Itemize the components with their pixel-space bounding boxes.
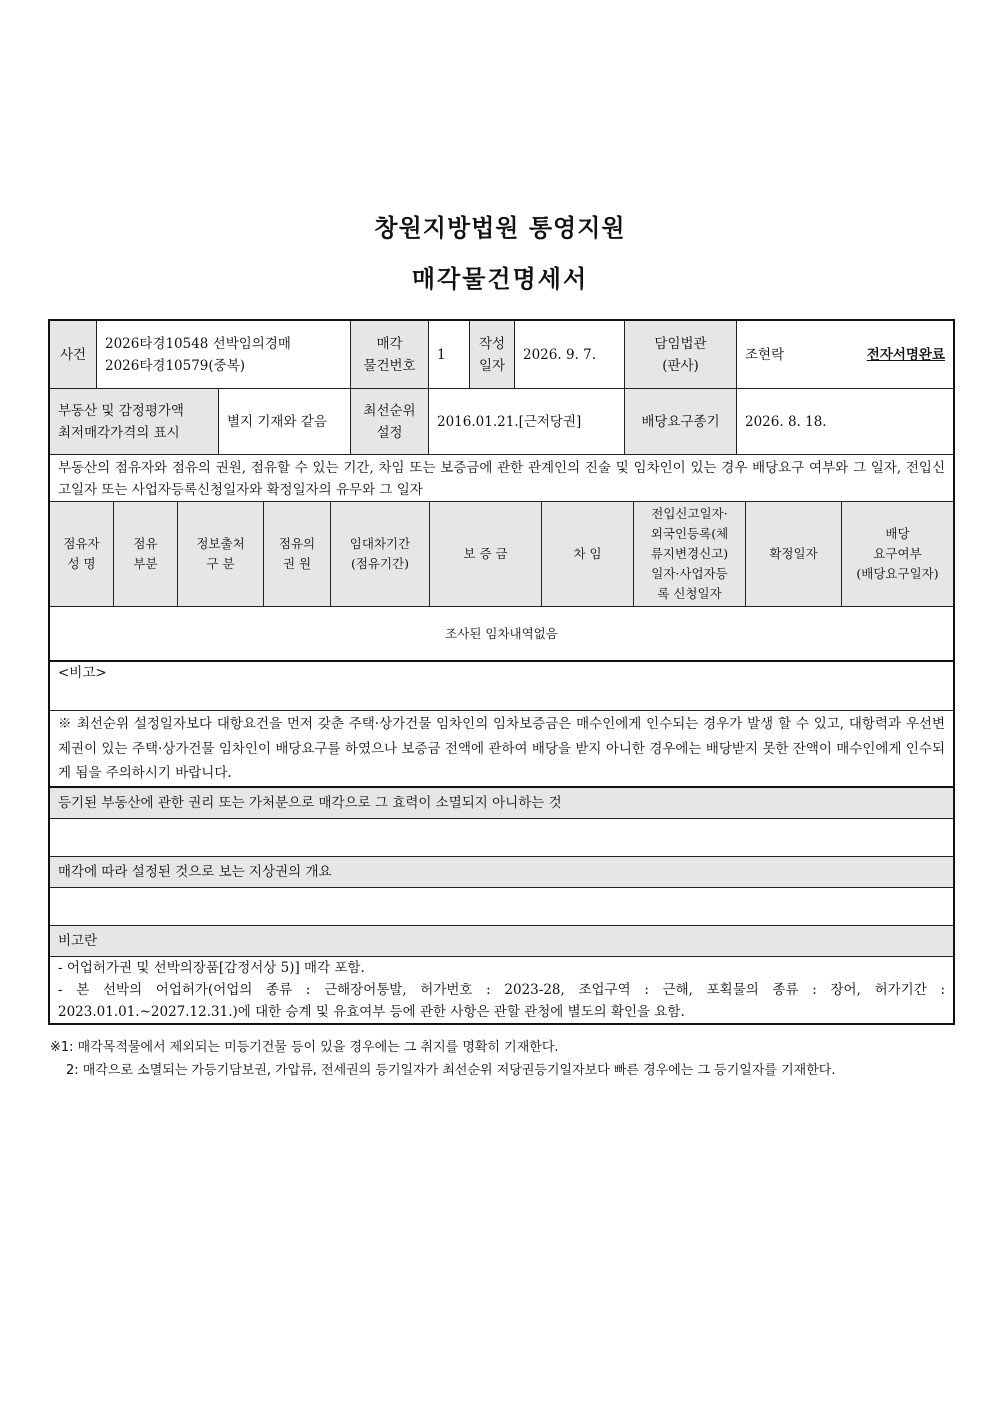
no-lease-message: 조사된 임차내역없음 (50, 607, 953, 662)
header-deposit: 보 증 금 (430, 502, 542, 607)
footnote-2: 2: 매각으로 소멸되는 가등기담보권, 가압류, 전세권의 등기일자가 최선순위 저당권등기일자보다 빠른 경우에는 그 등기일자를 기재한다. (66, 1063, 836, 1078)
property-value: 별지 기재와 같음 (219, 389, 351, 455)
electronic-signature: 전자서명완료 (866, 346, 945, 363)
occupancy-description: 부동산의 점유자와 점유의 권원, 점유할 수 있는 기간, 차임 또는 보증금에 관한 관계인의 진술 및 임차인이 있는 경우 배당요구 여부와 그 일자, 전입신고일자 또는 사업자등록신청일자와 확정일자의 유무와 그 일자 (50, 455, 953, 502)
footnote-1: ※1: 매각목적물에서 제외되는 미등기건물 등이 있을 경우에는 그 취지를 명확히 기재한다. (50, 1040, 559, 1055)
remarks-label: <비고> (50, 662, 953, 711)
specification-table (48, 319, 955, 1025)
property-label: 부동산 및 감정평가액 최저매각가격의 표시 (50, 389, 219, 455)
note-section-label: 비고란 (50, 926, 953, 957)
surface-rights-label: 매각에 따라 설정된 것으로 보는 지상권의 개요 (50, 857, 953, 888)
note-section-value (50, 957, 953, 1023)
case-number (97, 321, 351, 389)
written-date: 2026. 9. 7. (515, 321, 625, 389)
case-label: 사건 (50, 321, 97, 389)
case-number-line2: 2026타경10579(중복) (105, 357, 245, 374)
note-line-1: - 어업허가권 및 선박의장품[감정서상 5)] 매각 포함. (58, 960, 365, 976)
header-occupancy-title: 점유의 권 원 (264, 502, 331, 607)
item-number-label: 매각 물건번호 (351, 321, 429, 389)
priority-label: 최선순위 설정 (351, 389, 429, 455)
judge-name: 조현락 전자서명완료 (737, 321, 953, 389)
item-number: 1 (429, 321, 470, 389)
header-dividend-request: 배당 요구여부 (배당요구일자) (842, 502, 953, 607)
rights-value (50, 819, 953, 857)
judge-label: 담임법관 (판사) (625, 321, 737, 389)
surface-rights-value (50, 888, 953, 926)
deadline-label: 배당요구종기 (625, 389, 737, 455)
priority-value: 2016.01.21.[근저당권] (429, 389, 625, 455)
header-info-source: 정보출처 구 분 (178, 502, 264, 607)
court-name: 창원지방법원 통영지원 (374, 214, 626, 242)
header-lease-period: 임대차기간 (점유기간) (331, 502, 430, 607)
document-title: 매각물건명세서 (411, 265, 589, 293)
header-rent: 차 임 (542, 502, 634, 607)
header-fixed-date: 확정일자 (746, 502, 842, 607)
remarks-notice: ※ 최선순위 설정일자보다 대항요건을 먼저 갖춘 주택·상가건물 임차인의 임차보증금은 매수인에게 인수되는 경우가 발생 할 수 있고, 대항력과 우선변제권이 있는 주택·상가건물 임차인이 배당요구를 하였으나 보증금 전액에 관하여 배당을 받지 아니한 경우에는 배당받지 못한 잔액이 매수인에게 인수되게 됨을 주의하시기 바랍니다. (50, 711, 953, 788)
rights-label: 등기된 부동산에 관한 권리 또는 가처분으로 매각으로 그 효력이 소멸되지 아니하는 것 (50, 788, 953, 819)
deadline-value: 2026. 8. 18. (737, 389, 953, 455)
header-move-in-date: 전입신고일자· 외국인등록(체 류지변경신고) 일자·사업자등 록 신청일자 (634, 502, 746, 607)
date-label: 작성 일자 (470, 321, 515, 389)
case-number-line1: 2026타경10548 선박임의경매 (105, 335, 291, 352)
header-occupied-part: 점유 부분 (114, 502, 178, 607)
header-occupant-name: 점유자 성 명 (50, 502, 114, 607)
note-line-2: - 본 선박의 어업허가(어업의 종류 : 근해장어통발, 허가번호 : 2023-28, 조업구역 : 근해, 포획물의 종류 : 장어, 허가기간 : 2023.01.01.~2027.12.31.)에 대한 승계 및 유효여부 등에 관한 사항은 관할 관청에 별도의 확인을 요함. (58, 982, 945, 1020)
